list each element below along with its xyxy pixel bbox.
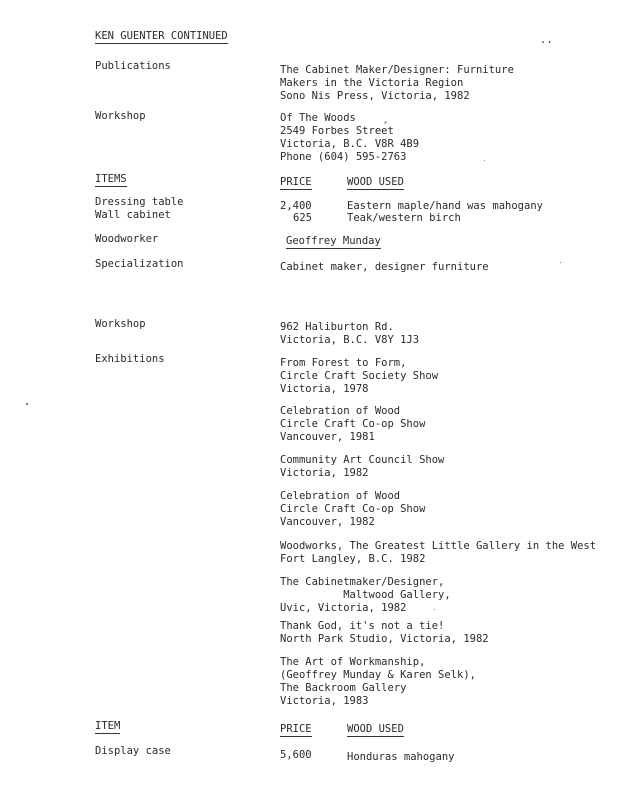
workshop-line: Victoria, B.C. V8R 4B9	[280, 138, 420, 150]
exhibition-line: Celebration of Wood	[280, 490, 401, 502]
exhibition-line: Circle Craft Society Show	[280, 370, 439, 382]
item-price: 625	[293, 212, 312, 224]
wood-used-header: WOOD USED	[347, 176, 404, 188]
exhibition-line: Maltwood Gallery,	[280, 589, 451, 601]
scan-speck	[26, 403, 28, 405]
item-wood: Eastern maple/hand was mahogany	[347, 200, 543, 212]
exhibition-line: Circle Craft Co-op Show	[280, 503, 426, 515]
item-wood: Honduras mahogany	[347, 751, 455, 763]
woodworker-name: Geoffrey Munday	[286, 235, 381, 247]
exhibition-line: Victoria, 1982	[280, 467, 369, 479]
scan-speck	[484, 160, 485, 161]
exhibition-line: Vancouver, 1981	[280, 431, 375, 443]
publications-line: The Cabinet Maker/Designer: Furniture	[280, 64, 514, 76]
workshop-label: Workshop	[95, 318, 146, 330]
exhibition-line: Vancouver, 1982	[280, 516, 375, 528]
items-header: ITEMS	[95, 173, 127, 185]
item-name: Display case	[95, 745, 171, 757]
item-name: Wall cabinet	[95, 209, 171, 221]
price-header: PRICE	[280, 176, 312, 188]
exhibition-line: North Park Studio, Victoria, 1982	[280, 633, 489, 645]
publications-label: Publications	[95, 60, 171, 72]
price-header: PRICE	[280, 723, 312, 735]
specialization-label: Specialization	[95, 258, 184, 270]
workshop-label: Workshop	[95, 110, 146, 122]
publications-line: Makers in the Victoria Region	[280, 77, 464, 89]
workshop-line: Victoria, B.C. V8Y 1J3	[280, 334, 420, 346]
exhibition-line: Victoria, 1978	[280, 383, 369, 395]
exhibitions-label: Exhibitions	[95, 353, 165, 365]
exhibition-line: Victoria, 1983	[280, 695, 369, 707]
corner-mark: ..	[540, 34, 553, 46]
scan-speck	[384, 121, 387, 124]
page-header-title: KEN GUENTER CONTINUED	[95, 30, 228, 42]
exhibition-line: From Forest to Form,	[280, 357, 407, 369]
exhibition-line: Woodworks, The Greatest Little Gallery in the West	[280, 540, 597, 552]
woodworker-label: Woodworker	[95, 233, 159, 245]
publications-line: Sono Nis Press, Victoria, 1982	[280, 90, 470, 102]
exhibition-line: The Cabinetmaker/Designer,	[280, 576, 445, 588]
wood-used-header: WOOD USED	[347, 723, 404, 735]
specialization-value: Cabinet maker, designer furniture	[280, 261, 489, 273]
item-wood: Teak/western birch	[347, 212, 461, 224]
exhibition-line: The Art of Workmanship,	[280, 656, 426, 668]
workshop-line: Of The Woods	[280, 112, 356, 124]
workshop-line: Phone (604) 595-2763	[280, 151, 407, 163]
exhibition-line: Celebration of Wood	[280, 405, 401, 417]
item-price: 5,600	[280, 749, 312, 761]
exhibition-line: Community Art Council Show	[280, 454, 445, 466]
exhibition-line: Fort Langley, B.C. 1982	[280, 553, 426, 565]
scan-speck	[560, 262, 561, 263]
scan-speck	[434, 609, 435, 610]
workshop-line: 2549 Forbes Street	[280, 125, 394, 137]
workshop-line: 962 Haliburton Rd.	[280, 321, 394, 333]
exhibition-line: Thank God, it's not a tie!	[280, 620, 445, 632]
item-price: 2,400	[280, 200, 312, 212]
exhibition-line: (Geoffrey Munday & Karen Selk),	[280, 669, 476, 681]
exhibition-line: The Backroom Gallery	[280, 682, 407, 694]
item-header: ITEM	[95, 720, 121, 732]
exhibition-line: Uvic, Victoria, 1982	[280, 602, 407, 614]
item-name: Dressing table	[95, 196, 184, 208]
exhibition-line: Circle Craft Co-op Show	[280, 418, 426, 430]
